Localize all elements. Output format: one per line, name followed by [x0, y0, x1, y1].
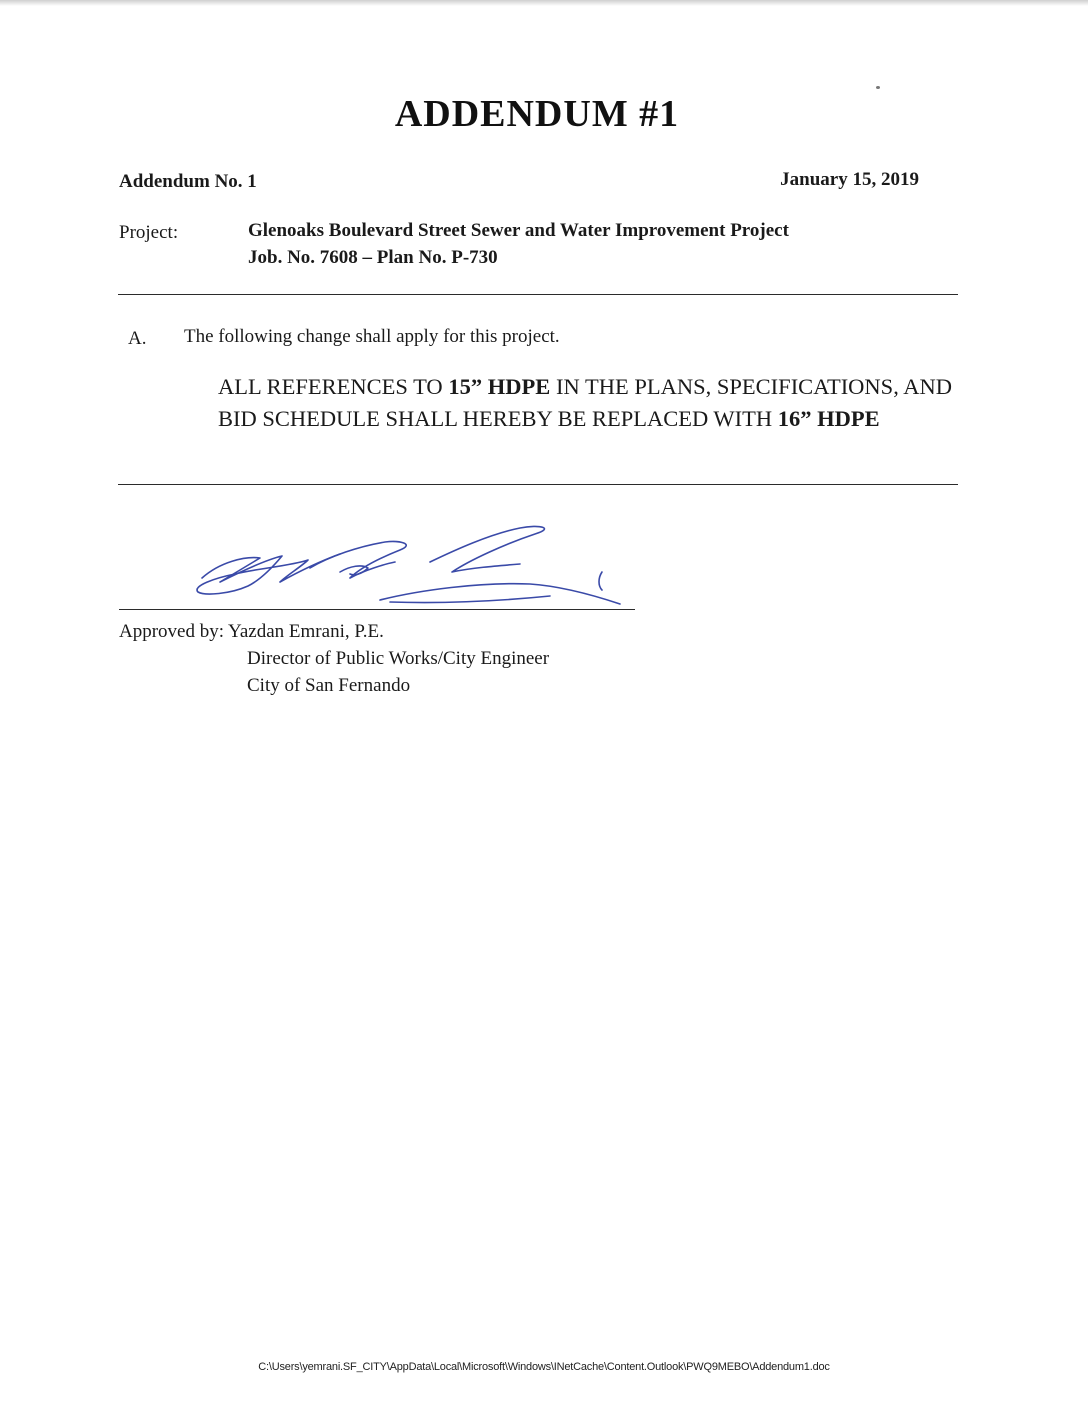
approval-block [119, 618, 549, 699]
notice-divider [118, 484, 958, 485]
notice-part-1: ALL REFERENCES TO [218, 374, 449, 399]
project-label: Project: [119, 222, 179, 243]
footer-file-path: C:\Users\yemrani.SF_CITY\AppData\Local\Microsoft\Windows\INetCache\Content.Outlook\PWQ9MEBO\Addendum1.doc [258, 1361, 830, 1373]
scan-speck [876, 86, 880, 89]
scan-top-edge [0, 0, 1088, 6]
addendum-date: January 15, 2019 [780, 169, 919, 190]
approver-position: Director of Public Works/City Engineer [247, 648, 550, 669]
addendum-number: Addendum No. 1 [119, 171, 257, 192]
notice-old-item: 15” HDPE [448, 374, 551, 399]
item-letter: A. [128, 328, 147, 349]
notice-new-item: 16” HDPE [777, 406, 880, 431]
approver-organization: City of San Fernando [247, 675, 411, 696]
document-title: ADDENDUM #1 [394, 93, 680, 135]
notice-part-2: IN THE PLANS, SPECIFICATIONS, AND BID SCHEDULE SHALL HEREBY BE REPLACED WITH [218, 374, 952, 431]
header-divider [118, 294, 958, 295]
change-notice [218, 371, 952, 435]
signature-image [190, 520, 630, 610]
signature-line [119, 609, 635, 610]
item-intro: The following change shall apply for this project. [184, 326, 560, 347]
project-name: Glenoaks Boulevard Street Sewer and Water Improvement Project [248, 220, 789, 241]
project-job-plan: Job. No. 7608 – Plan No. P-730 [248, 247, 498, 268]
approved-by: Approved by: Yazdan Emrani, P.E. [119, 621, 384, 642]
